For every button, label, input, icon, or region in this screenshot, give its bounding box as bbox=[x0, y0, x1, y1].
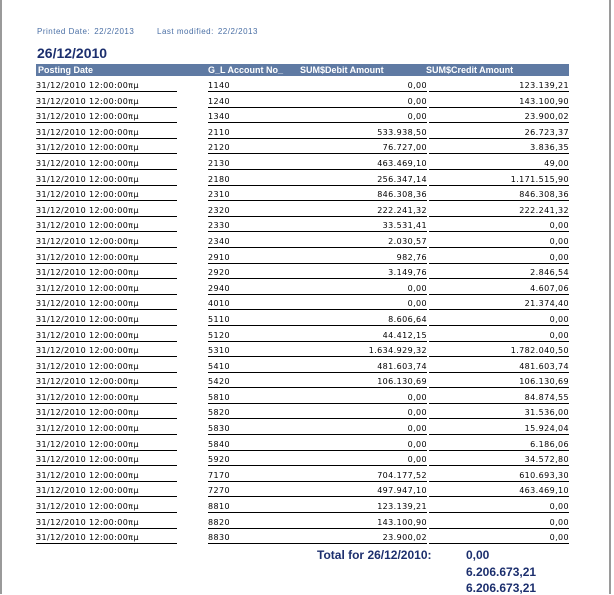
table-row bbox=[36, 358, 569, 374]
account-cell: 2110 bbox=[208, 127, 230, 137]
column-header-credit: SUM$Credit Amount bbox=[426, 65, 514, 75]
table-row bbox=[36, 233, 569, 249]
posting-date-cell: 31/12/2010 12:00:00πμ bbox=[36, 392, 139, 402]
table-row bbox=[36, 139, 569, 155]
table-row bbox=[36, 217, 569, 233]
posting-date-cell: 31/12/2010 12:00:00πμ bbox=[36, 299, 139, 309]
debit-cell: 3.149,76 bbox=[388, 268, 427, 278]
posting-date-cell: 31/12/2010 12:00:00πμ bbox=[36, 252, 139, 262]
debit-cell: 0,00 bbox=[407, 455, 427, 465]
table-row bbox=[36, 389, 569, 405]
debit-cell: 23.900,02 bbox=[382, 533, 427, 543]
account-cell: 2940 bbox=[208, 283, 230, 293]
cell-underline bbox=[36, 543, 177, 544]
column-header-bar bbox=[36, 64, 569, 76]
cell-underline bbox=[300, 543, 427, 544]
credit-cell: 0,00 bbox=[549, 314, 569, 324]
posting-date-cell: 31/12/2010 12:00:00πμ bbox=[36, 346, 139, 356]
credit-cell: 84.874,55 bbox=[524, 392, 569, 402]
credit-cell: 0,00 bbox=[549, 236, 569, 246]
account-cell: 4010 bbox=[208, 299, 230, 309]
posting-date-cell: 31/12/2010 12:00:00πμ bbox=[36, 455, 139, 465]
table-row bbox=[36, 77, 569, 93]
table-row bbox=[36, 529, 569, 545]
posting-date-cell: 31/12/2010 12:00:00πμ bbox=[36, 190, 139, 200]
debit-cell: 0,00 bbox=[407, 408, 427, 418]
account-cell: 2130 bbox=[208, 158, 230, 168]
account-cell: 8810 bbox=[208, 502, 230, 512]
table-row bbox=[36, 171, 569, 187]
credit-cell: 0,00 bbox=[549, 533, 569, 543]
credit-cell: 23.900,02 bbox=[524, 112, 569, 122]
debit-cell: 256.347,14 bbox=[377, 174, 427, 184]
posting-date-cell: 31/12/2010 12:00:00πμ bbox=[36, 283, 139, 293]
debit-cell: 0,00 bbox=[407, 299, 427, 309]
table-row bbox=[36, 467, 569, 483]
debit-cell: 846.308,36 bbox=[377, 190, 427, 200]
account-cell: 7170 bbox=[208, 470, 230, 480]
posting-date-cell: 31/12/2010 12:00:00πμ bbox=[36, 377, 139, 387]
debit-cell: 497.947,10 bbox=[377, 486, 427, 496]
debit-cell: 33.531,41 bbox=[382, 221, 427, 231]
printed-date-label: Printed Date: bbox=[37, 27, 91, 36]
posting-date-cell: 31/12/2010 12:00:00πμ bbox=[36, 533, 139, 543]
table-row bbox=[36, 482, 569, 498]
account-cell: 5820 bbox=[208, 408, 230, 418]
cell-underline bbox=[429, 543, 569, 544]
posting-date-cell: 31/12/2010 12:00:00πμ bbox=[36, 330, 139, 340]
posting-date-cell: 31/12/2010 12:00:00πμ bbox=[36, 236, 139, 246]
debit-cell: 1.634.929,32 bbox=[368, 346, 427, 356]
account-cell: 8820 bbox=[208, 517, 230, 527]
table-row bbox=[36, 155, 569, 171]
posting-date-cell: 31/12/2010 12:00:00πμ bbox=[36, 439, 139, 449]
last-modified-value: 22/2/2013 bbox=[217, 27, 258, 36]
debit-cell: 0,00 bbox=[407, 392, 427, 402]
posting-date-cell: 31/12/2010 12:00:00πμ bbox=[36, 174, 139, 184]
debit-cell: 0,00 bbox=[407, 96, 427, 106]
page-border-left bbox=[0, 0, 2, 594]
debit-cell: 0,00 bbox=[407, 424, 427, 434]
credit-cell: 26.723,37 bbox=[524, 127, 569, 137]
table-row bbox=[36, 373, 569, 389]
credit-cell: 143.100,90 bbox=[519, 96, 569, 106]
account-cell: 2120 bbox=[208, 143, 230, 153]
account-cell: 5410 bbox=[208, 361, 230, 371]
credit-cell: 222.241,32 bbox=[519, 205, 569, 215]
debit-cell: 982,76 bbox=[396, 252, 427, 262]
table-row bbox=[36, 451, 569, 467]
debit-cell: 8.606,64 bbox=[388, 314, 427, 324]
debit-cell: 143.100,90 bbox=[377, 517, 427, 527]
posting-date-cell: 31/12/2010 12:00:00πμ bbox=[36, 96, 139, 106]
account-cell: 1140 bbox=[208, 81, 230, 90]
posting-date-cell: 31/12/2010 12:00:00πμ bbox=[36, 112, 139, 122]
posting-date-cell: 31/12/2010 12:00:00πμ bbox=[36, 361, 139, 371]
table-row bbox=[36, 514, 569, 530]
table-row bbox=[36, 264, 569, 280]
credit-cell: 31.536,00 bbox=[524, 408, 569, 418]
table-row bbox=[36, 280, 569, 296]
printed-date-value: 22/2/2013 bbox=[94, 27, 135, 36]
posting-date-cell: 31/12/2010 12:00:00πμ bbox=[36, 221, 139, 231]
page-border-right bbox=[609, 0, 611, 594]
debit-cell: 0,00 bbox=[407, 81, 427, 90]
posting-date-cell: 31/12/2010 12:00:00πμ bbox=[36, 486, 139, 496]
account-cell: 5420 bbox=[208, 377, 230, 387]
posting-date-cell: 31/12/2010 12:00:00πμ bbox=[36, 81, 139, 90]
debit-cell: 2.030,57 bbox=[388, 236, 427, 246]
credit-cell: 0,00 bbox=[549, 517, 569, 527]
credit-cell: 6.186,06 bbox=[530, 439, 569, 449]
credit-cell: 0,00 bbox=[549, 221, 569, 231]
posting-date-cell: 31/12/2010 12:00:00πμ bbox=[36, 424, 139, 434]
account-cell: 5110 bbox=[208, 314, 230, 324]
report-meta bbox=[37, 27, 274, 36]
table-row bbox=[36, 498, 569, 514]
credit-cell: 846.308,36 bbox=[519, 190, 569, 200]
credit-cell: 610.693,30 bbox=[519, 470, 569, 480]
total-value-1: 0,00 bbox=[466, 548, 490, 562]
table-row bbox=[36, 124, 569, 140]
account-cell: 2920 bbox=[208, 268, 230, 278]
table-row bbox=[36, 311, 569, 327]
credit-cell: 34.572,80 bbox=[524, 455, 569, 465]
debit-cell: 533.938,50 bbox=[377, 127, 427, 137]
table-row bbox=[36, 327, 569, 343]
column-header-account: G_L Account No_ bbox=[208, 65, 284, 75]
account-cell: 2180 bbox=[208, 174, 230, 184]
debit-cell: 0,00 bbox=[407, 112, 427, 122]
debit-cell: 481.603,74 bbox=[377, 361, 427, 371]
debit-cell: 463.469,10 bbox=[377, 158, 427, 168]
credit-cell: 49,00 bbox=[544, 158, 569, 168]
debit-cell: 44.412,15 bbox=[382, 330, 427, 340]
debit-cell: 0,00 bbox=[407, 439, 427, 449]
posting-date-cell: 31/12/2010 12:00:00πμ bbox=[36, 470, 139, 480]
account-cell: 2330 bbox=[208, 221, 230, 231]
debit-cell: 222.241,32 bbox=[377, 205, 427, 215]
credit-cell: 1.782.040,50 bbox=[510, 346, 569, 356]
account-cell: 5840 bbox=[208, 439, 230, 449]
group-date-heading: 26/12/2010 bbox=[37, 45, 108, 61]
debit-cell: 0,00 bbox=[407, 283, 427, 293]
posting-date-cell: 31/12/2010 12:00:00πμ bbox=[36, 314, 139, 324]
column-header-debit: SUM$Debit Amount bbox=[300, 65, 384, 75]
table-row bbox=[36, 404, 569, 420]
account-cell: 5310 bbox=[208, 346, 230, 356]
table-row bbox=[36, 342, 569, 358]
credit-cell: 15.924,04 bbox=[524, 424, 569, 434]
debit-cell: 704.177,52 bbox=[377, 470, 427, 480]
posting-date-cell: 31/12/2010 12:00:00πμ bbox=[36, 268, 139, 278]
debit-cell: 123.139,21 bbox=[377, 502, 427, 512]
table-row bbox=[36, 420, 569, 436]
posting-date-cell: 31/12/2010 12:00:00πμ bbox=[36, 158, 139, 168]
credit-cell: 106.130,69 bbox=[519, 377, 569, 387]
total-value-3: 6.206.673,21 bbox=[466, 581, 537, 595]
account-cell: 5920 bbox=[208, 455, 230, 465]
table-row bbox=[36, 108, 569, 124]
account-cell: 5810 bbox=[208, 392, 230, 402]
column-header-posting-date: Posting Date bbox=[38, 65, 94, 75]
account-cell: 8830 bbox=[208, 533, 230, 543]
credit-cell: 123.139,21 bbox=[519, 81, 569, 90]
account-cell: 7270 bbox=[208, 486, 230, 496]
posting-date-cell: 31/12/2010 12:00:00πμ bbox=[36, 205, 139, 215]
credit-cell: 463.469,10 bbox=[519, 486, 569, 496]
credit-cell: 1.171.515,90 bbox=[510, 174, 569, 184]
account-cell: 5830 bbox=[208, 424, 230, 434]
account-cell: 5120 bbox=[208, 330, 230, 340]
credit-cell: 4.607,06 bbox=[530, 283, 569, 293]
credit-cell: 0,00 bbox=[549, 502, 569, 512]
credit-cell: 0,00 bbox=[549, 330, 569, 340]
debit-cell: 106.130,69 bbox=[377, 377, 427, 387]
credit-cell: 481.603,74 bbox=[519, 361, 569, 371]
table-row bbox=[36, 202, 569, 218]
table-row bbox=[36, 436, 569, 452]
last-modified-label: Last modified: bbox=[157, 27, 214, 36]
credit-cell: 0,00 bbox=[549, 252, 569, 262]
credit-cell: 3.836,35 bbox=[530, 143, 569, 153]
account-cell: 1240 bbox=[208, 96, 230, 106]
ledger-table bbox=[36, 77, 569, 545]
posting-date-cell: 31/12/2010 12:00:00πμ bbox=[36, 127, 139, 137]
table-row bbox=[36, 186, 569, 202]
posting-date-cell: 31/12/2010 12:00:00πμ bbox=[36, 143, 139, 153]
account-cell: 2320 bbox=[208, 205, 230, 215]
posting-date-cell: 31/12/2010 12:00:00πμ bbox=[36, 517, 139, 527]
credit-cell: 2.846,54 bbox=[530, 268, 569, 278]
debit-cell: 76.727,00 bbox=[382, 143, 427, 153]
account-cell: 2310 bbox=[208, 190, 230, 200]
table-row bbox=[36, 93, 569, 109]
posting-date-cell: 31/12/2010 12:00:00πμ bbox=[36, 502, 139, 512]
total-value-2: 6.206.673,21 bbox=[466, 565, 537, 579]
table-row bbox=[36, 249, 569, 265]
credit-cell: 21.374,40 bbox=[524, 299, 569, 309]
table-row bbox=[36, 295, 569, 311]
posting-date-cell: 31/12/2010 12:00:00πμ bbox=[36, 408, 139, 418]
group-total-label: Total for 26/12/2010: bbox=[317, 548, 432, 562]
account-cell: 2340 bbox=[208, 236, 230, 246]
account-cell: 1340 bbox=[208, 112, 230, 122]
account-cell: 2910 bbox=[208, 252, 230, 262]
cell-underline bbox=[208, 543, 300, 544]
